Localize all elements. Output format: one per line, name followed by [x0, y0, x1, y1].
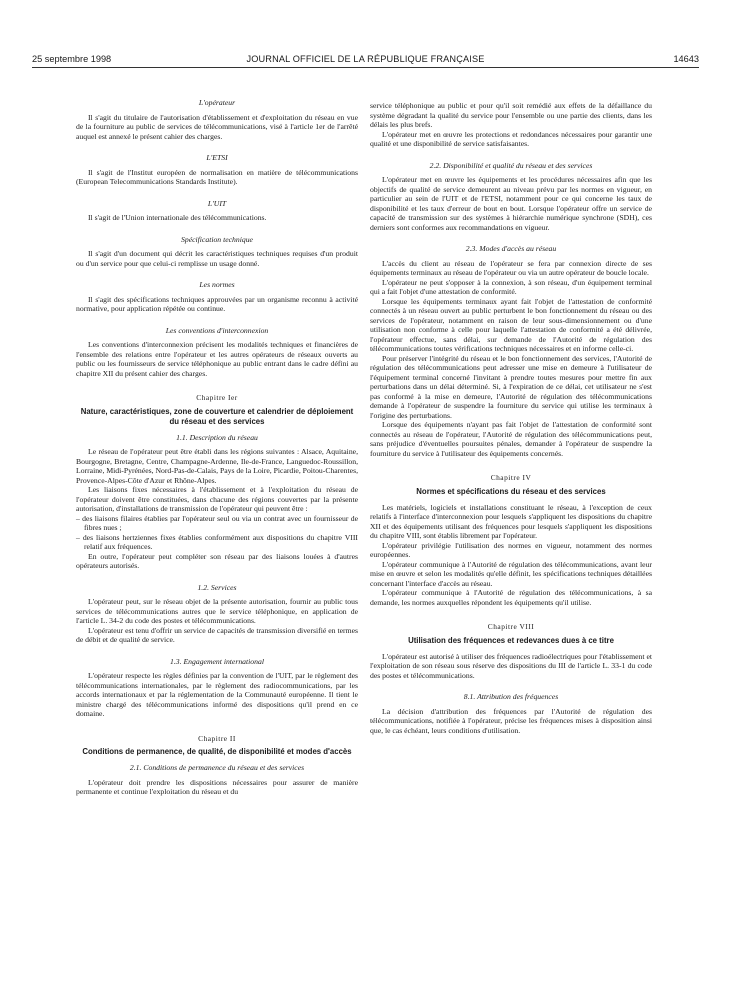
- chapter-4-para-1: Les matériels, logiciels et installations constituant le réseau, à l'exception de ceux relatifs à l'interface d'interconnexion pour lesquels s'appliquent les dispositions du chapitre XII et des équipements utilisant des fréquences pour lesquels s'appliquent les dispositions du chapitre VIII, sont établis librement par l'opérateur.: [370, 502, 652, 540]
- chapter-1-label: Chapitre Ier: [196, 393, 238, 402]
- chapter-8-para-1: L'opérateur est autorisé à utiliser des fréquences radioélectriques pour l'établissement et l'exploitation de son réseau sous réserve des dispositions du III de l'article L. 33-1 du code des postes et télécommunications.: [370, 651, 652, 680]
- section-2-3-para-3: Lorsque les équipements terminaux ayant fait l'objet de l'attestation de conformité connectés à un réseau ouvert au public perturbent le bon fonctionnement du réseau ou des services de l'opérateur, notamment en raison de leur sous-dimensionnement ou d'une utilisation non conforme à celle pour laquelle l'attestation de conformité a été délivrée, l'opérateur effectue, sans délai, sur demande de l'Autorité de régulation des télécommunications toutes vérifications techniques nécessaires et en informe celle-ci.: [370, 296, 652, 353]
- chapter-4-para-4: L'opérateur communique à l'Autorité de régulation des télécommunications, à sa demande, les normes auxquelles répondent les équipements qu'il utilise.: [370, 588, 652, 607]
- section-2-3-para-4: Pour préserver l'intégrité du réseau et le bon fonctionnement des services, l'Autorité de régulation des télécommunications peut adresser une mise en demeure à l'utilisateur de l'équipement terminal concerné l'invitant à prendre toutes mesures pour mettre fin aux perturbations dans un délai déterminé. Si, à l'expiration de ce délai, cet utilisateur ne s'est pas conformé à la mise en demeure, l'Autorité de régulation des télécommunications demande à l'opérateur de suspendre la fourniture du service qui utilise les terminaux à l'origine des perturbations.: [370, 353, 652, 420]
- right-column: [370, 101, 652, 735]
- definition-text-normes: Il s'agit des spécifications techniques approuvées par un organisme reconnu à activité normative, pour application répétée ou continue.: [76, 294, 358, 313]
- header-journal-title: JOURNAL OFFICIEL DE LA RÉPUBLIQUE FRANÇAISE: [246, 54, 485, 64]
- definition-title-spec: Spécification technique: [181, 234, 253, 244]
- definition-title-conventions: Les conventions d'interconnexion: [165, 325, 269, 335]
- section-8-1-para-1: La décision d'attribution des fréquences par l'Autorité de régulation des télécommunications, notifiée à l'opérateur, précise les fréquences mises à disposition ainsi que, le cas échéant, leurs conditions d'utilisation.: [370, 706, 652, 735]
- chapter-8-title: Utilisation des fréquences et redevances dues à ce titre: [408, 635, 614, 645]
- chapter-1-title: Nature, caractéristiques, zone de couverture et calendrier de déploiement du réseau et des services: [80, 406, 354, 426]
- section-1-1-bullet-2: – des liaisons hertziennes fixes établies conformément aux dispositions du chapitre VIII relatif aux fréquences.: [76, 532, 358, 551]
- chapter-2-label: Chapitre II: [198, 733, 236, 743]
- section-1-1-para-3: En outre, l'opérateur peut compléter son réseau par des liaisons louées à d'autres opérateurs autorisés.: [76, 551, 358, 570]
- chapter-4-para-2: L'opérateur privilégie l'utilisation des normes en vigueur, notamment des normes européennes.: [370, 540, 652, 559]
- section-2-3-para-2: L'opérateur ne peut s'opposer à la connexion, à son réseau, d'un équipement terminal qui a fait l'objet d'une attestation de conformité.: [370, 277, 652, 296]
- section-1-2-para-1: L'opérateur peut, sur le réseau objet de la présente autorisation, fournir au public tous services de télécommunications autres que le service téléphonique, en application de l'article L. 34-2 du code des postes et télécommunications.: [76, 597, 358, 625]
- chapter-4-label: Chapitre IV: [490, 473, 532, 482]
- definition-text-uit: Il s'agit de l'Union internationale des télécommunications.: [88, 213, 267, 222]
- section-2-1-title: 2.1. Conditions de permanence du réseau et des services: [129, 763, 305, 772]
- section-1-1-para-1: Le réseau de l'opérateur peut être établi dans les régions suivantes : Alsace, Aquitaine, Bourgogne, Bretagne, Centre, Champagne-Ardenne, Ile-de-France, Languedoc-Roussillon, Lorraine, Midi-Pyrénées, Nord-Pas-de-Calais, Pays de la Loire, Picardie, Poitou-Charentes, Provence-Alpes-Côte d'Azur et Rhône-Alpes.: [76, 447, 358, 485]
- chapter-8-label: Chapitre VIII: [487, 622, 535, 631]
- section-2-3-para-5: Lorsque des équipements n'ayant pas fait l'objet de l'attestation de conformité sont connectés au réseau de l'opérateur, l'Autorité de régulation des télécommunications peut, sans préjudice d'éventuelles poursuites pénales, demander à l'opérateur de suspendre la fourniture du service à l'utilisateur des équipements concernés.: [370, 420, 652, 458]
- section-2-3-para-1: L'accès du client au réseau de l'opérateur se fera par connexion directe de ses équipements terminaux au réseau de l'opérateur ou via un autre opérateur de boucle locale.: [370, 258, 652, 277]
- header-page-number: 14643: [673, 54, 699, 64]
- section-8-1-title: 8.1. Attribution des fréquences: [463, 692, 559, 701]
- chapter-4-title: Normes et spécifications du réseau et des services: [416, 486, 606, 496]
- section-2-2-title: 2.2. Disponibilité et qualité du réseau et des services: [429, 160, 593, 170]
- definition-text-operateur: Il s'agit du titulaire de l'autorisation d'établissement et d'exploitation du réseau en vue de la fourniture au public de services de télécommunications, visé à l'article 1er de l'arrêté auquel est annexé le présent cahier des charges.: [76, 112, 358, 141]
- section-1-2-title: 1.2. Services: [197, 582, 237, 592]
- section-1-1-title: 1.1. Description du réseau: [176, 432, 258, 442]
- section-1-1-bullet-1: – des liaisons filaires établies par l'opérateur seul ou via un contrat avec un fournisseur de fibres nues ;: [76, 513, 358, 532]
- section-1-3-title: 1.3. Engagement international: [170, 656, 264, 666]
- header-rule: [32, 67, 699, 68]
- section-1-2-para-2: L'opérateur est tenu d'offrir un service de capacités de transmission diversifié en termes de débit et de qualité de service.: [76, 625, 358, 644]
- definition-text-conventions: Les conventions d'interconnexion précisent les modalités techniques et financières de l'ensemble des relations entre l'opérateur et les autres opérateurs de réseaux ouverts au public ou les fournisseurs de service téléphonique au public entrant dans le cadre défini au chapitre XII du présent cahier des charges.: [76, 340, 358, 378]
- definition-title-etsi: L'ETSI: [206, 153, 228, 162]
- definition-title-normes: Les normes: [199, 280, 235, 289]
- definition-text-spec: Il s'agit d'un document qui décrit les caractéristiques techniques requises d'un produit ou d'un service pour que celui-ci remplisse un usage donné.: [76, 249, 358, 268]
- section-2-3-title: 2.3. Modes d'accès au réseau: [465, 244, 557, 253]
- definition-title-uit: L'UIT: [207, 198, 227, 208]
- section-1-1-para-2: Les liaisons fixes nécessaires à l'établissement et à l'exploitation du réseau de l'opérateur doivent être constituées, dans chacune des régions couvertes par la présente autorisation, d'installations de transmission de l'opérateur qui peuvent être :: [76, 485, 358, 513]
- definition-text-etsi: Il s'agit de l'Institut européen de normalisation en matière de télécommunications (European Telecommunications Standards Institute).: [76, 167, 358, 186]
- chapter-4-para-3: L'opérateur communique à l'Autorité de régulation des télécommunications, avant leur mise en œuvre et selon les modalités qu'elle définit, les spécifications techniques détaillées concernant l'interface d'accès au réseau.: [370, 559, 652, 588]
- section-1-3-para-1: L'opérateur respecte les règles définies par la convention de l'UIT, par le règlement des télécommunications internationales, par le règlement des radiocommunications, par les accords internationaux et par la réglementation de la Communauté européenne. Il tient le ministre chargé des télécommunications informé des dispositions qu'il prend en ce domaine.: [76, 671, 358, 718]
- chapter-2-title: Conditions de permanence, de qualité, de disponibilité et modes d'accès: [82, 747, 352, 756]
- page-header: [32, 54, 699, 68]
- section-2-1-continued-para-2: L'opérateur met en œuvre les protections et redondances nécessaires pour garantir une qualité et une disponibilité de service satisfaisantes.: [370, 129, 652, 148]
- header-date: 25 septembre 1998: [32, 54, 112, 64]
- section-2-2-para-1: L'opérateur met en œuvre les équipements et les procédures nécessaires afin que les objectifs de qualité de service demeurent au niveau prévu par les normes en vigueur, en particulier au sein de l'UIT et de l'ETSI, notamment pour ce qui concerne les taux de disponibilité et les taux d'erreur de bout en bout. Lorsque l'opérateur offre un service de capacité de transmission sur des systèmes à hiérarchie numérique synchrone (SDH), ces derniers sont conformes aux recommandations en vigueur.: [370, 175, 652, 232]
- definition-title-operateur: L'opérateur: [198, 98, 236, 107]
- left-column: [76, 98, 358, 797]
- section-2-1-continued-para-1: service téléphonique au public et pour qu'il soit remédié aux effets de la défaillance du système dégradant la qualité du service pour l'ensemble ou une partie des clients, dans les délais les plus brefs.: [370, 101, 652, 129]
- section-2-1-para-1: L'opérateur doit prendre les dispositions nécessaires pour assurer de manière permanente et continue l'exploitation du réseau et du: [76, 777, 358, 796]
